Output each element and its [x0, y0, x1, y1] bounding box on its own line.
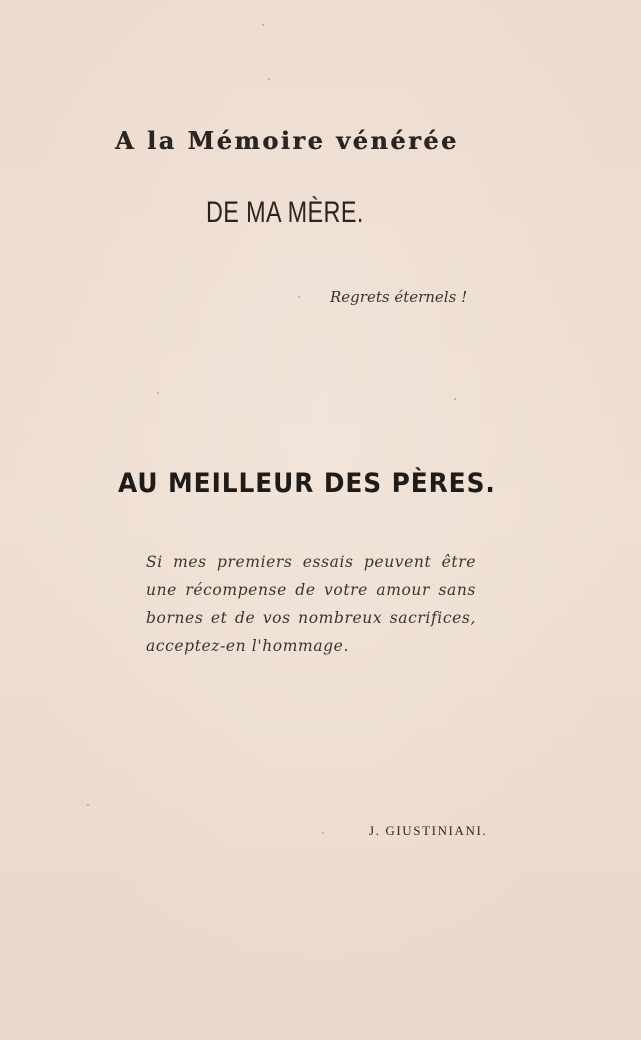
paper-speck: [298, 296, 300, 298]
paper-speck: [322, 832, 324, 834]
father-dedication-heading: AU MEILLEUR DES PÈRES.: [118, 468, 496, 499]
paper-speck: [268, 78, 270, 80]
mother-dedication-subheading: DE MA MÈRE.: [206, 196, 364, 229]
father-dedication-text: Si mes premiers essais peuvent être une récompense de votre amour sans bornes et de vos nombreux sacrifices, acceptez-en l'hommage.: [146, 553, 476, 655]
paper-speck: [262, 24, 264, 26]
author-signature: J. GIUSTINIANI.: [369, 823, 488, 838]
paper-speck: [87, 804, 89, 806]
mother-dedication-heading: A la Mémoire vénérée: [115, 126, 459, 155]
paper-speck: [157, 392, 159, 394]
mother-dedication-note: Regrets éternels !: [330, 288, 468, 306]
paper-speck: [454, 398, 456, 400]
